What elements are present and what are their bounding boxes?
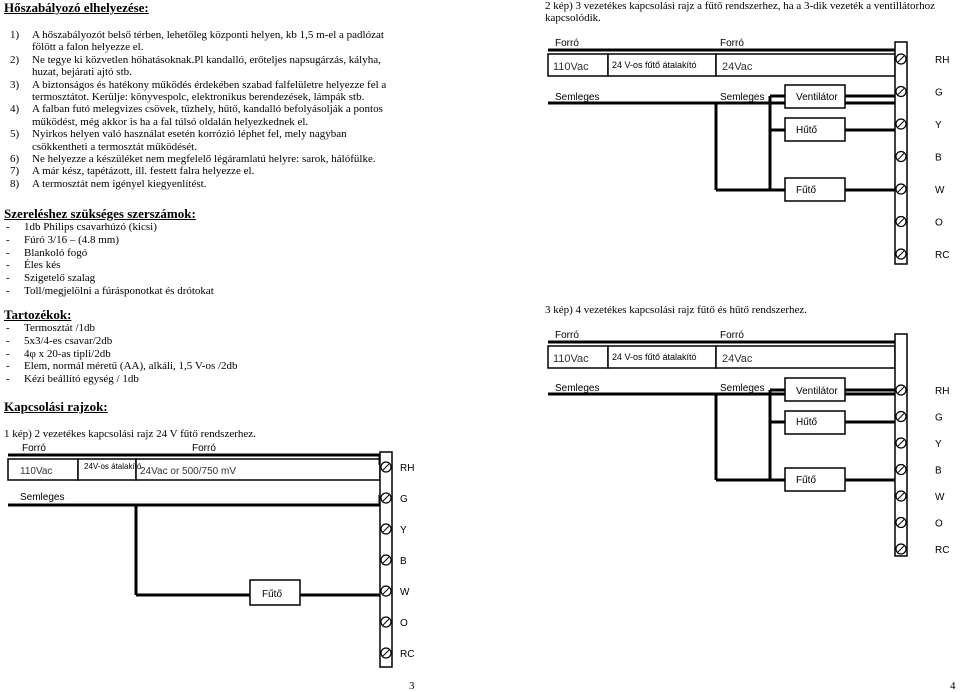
label-semleges-3: Semleges xyxy=(555,383,600,394)
label-futo-1: Fűtő xyxy=(262,589,283,600)
label-forro-2b: Forró xyxy=(720,38,744,49)
list-item: - Szigetelő szalag xyxy=(6,272,96,285)
item-text: A már kész, tapétázott, ill. festett falra helyezze el. xyxy=(32,165,255,178)
label-huto-3: Hűtő xyxy=(796,417,818,428)
caption-figure-3: 3 kép) 4 vezetékes kapcsolási rajz fűtő és hűtő rendszerhez. xyxy=(545,304,808,316)
item-number: 6) xyxy=(10,153,20,166)
label-110vac-2: 110Vac xyxy=(553,61,589,73)
terminal-label-w: W xyxy=(400,587,410,598)
item-text: Termosztát /1db xyxy=(24,322,96,334)
label-ventilator-3: Ventilátor xyxy=(796,386,838,397)
terminal-label-w: W xyxy=(935,185,945,196)
heading-tools: Szereléshez szükséges szerszámok: xyxy=(4,206,196,221)
label-forro-3b: Forró xyxy=(720,330,744,341)
label-24vac-3: 24Vac xyxy=(722,353,753,365)
item-text: A termosztát nem igényel kiegyenlítést. xyxy=(32,177,207,190)
label-huto-2: Hűtő xyxy=(796,125,818,136)
item-number: 1) xyxy=(10,29,20,41)
label-semleges-1: Semleges xyxy=(20,492,65,503)
label-trafo-2: 24 V-os fűtő átalakító xyxy=(612,60,697,70)
label-ventilator-2: Ventilátor xyxy=(796,92,838,103)
list-item: - Fúró 3/16 – (4.8 mm) xyxy=(6,233,120,246)
item-text: Ne helyezze a készüléket nem megfelelő légáramlatú helyre: sarok, hálófülke. xyxy=(32,153,376,166)
item-text: 4φ x 20-as tipli/2db xyxy=(24,347,111,360)
label-semleges-2: Semleges xyxy=(555,92,600,103)
item-number: 5) xyxy=(10,128,20,141)
list-item: - Elem, normál méretű (AA), alkáli, 1,5 V-os /2db xyxy=(6,360,238,373)
item-text: Kézi beállító egység / 1db xyxy=(24,373,139,386)
label-110vac-1: 110Vac xyxy=(20,466,53,477)
item-text: Nyirkos helyen való használat esetén korrózió léphet fel, mely nagyban csökkentheti a termosztát működését. xyxy=(32,128,347,153)
terminal-label-rh: RH xyxy=(400,463,415,474)
list-item: - Éles kés xyxy=(6,259,61,272)
label-trafo-3: 24 V-os fűtő átalakító xyxy=(612,352,697,362)
terminal-label-b: B xyxy=(935,152,942,164)
terminal-label-g: G xyxy=(400,494,408,505)
item-number: 3) xyxy=(10,78,20,91)
list-item: - Termosztát /1db xyxy=(6,322,96,334)
label-110vac-3: 110Vac xyxy=(553,353,589,365)
label-trafo-1: 24V-os átalakító xyxy=(84,462,142,471)
item-text: Blankoló fogó xyxy=(24,246,88,259)
item-text: 5x3/4-es csavar/2db xyxy=(24,334,113,347)
item-number: 2) xyxy=(10,53,20,66)
item-text: Szigetelő szalag xyxy=(24,272,96,285)
caption-figure-1: 1 kép) 2 vezetékes kapcsolási rajz 24 V fűtő rendszerhez. xyxy=(4,428,256,440)
terminal-label-rc: RC xyxy=(935,250,950,261)
list-item: - Blankoló fogó xyxy=(6,246,88,259)
terminal-label-b: B xyxy=(935,465,942,477)
list-item: - 1db Philips csavarhúzó (kicsi) xyxy=(6,221,157,233)
list-item: - 5x3/4-es csavar/2db xyxy=(6,334,113,347)
terminal-label-y: Y xyxy=(400,525,407,536)
item-number: 4) xyxy=(10,103,20,116)
item-text: Toll/megjelölni a fúrásponotkat és drótokat xyxy=(24,284,214,297)
label-forro-3: Forró xyxy=(555,330,579,341)
heading-wiring: Kapcsolási rajzok: xyxy=(4,399,108,414)
terminal-label-o: O xyxy=(400,618,408,629)
terminal-label-w: W xyxy=(935,492,945,503)
terminal-label-rc: RC xyxy=(935,545,950,556)
item-text: Éles kés xyxy=(24,259,61,272)
terminal-label-o: O xyxy=(935,217,943,229)
terminal-label-y: Y xyxy=(935,439,942,450)
item-text: A falban futó melegvizes csövek, tűzhely, hűtő, kandalló befolyásolják a pontos működést, még akkor is ha a fal túlsó oldalán helyezkednek el. xyxy=(32,103,383,128)
terminal-label-rc: RC xyxy=(400,649,415,660)
item-text: Fúró 3/16 – (4.8 mm) xyxy=(24,233,120,246)
terminal-label-rh: RH xyxy=(935,55,950,66)
label-semleges-2b: Semleges xyxy=(720,92,765,103)
item-number: 7) xyxy=(10,165,20,178)
list-item: - 4φ x 20-as tipli/2db xyxy=(6,347,111,360)
label-futo-2: Fűtő xyxy=(796,185,817,196)
terminal-label-g: G xyxy=(935,87,943,99)
heading-accessories: Tartozékok: xyxy=(4,307,72,322)
terminal-label-y: Y xyxy=(935,120,942,131)
label-forro-1: Forró xyxy=(22,443,46,454)
page-number-left: 3 xyxy=(409,680,415,692)
caption-figure-2: 2 kép) 3 vezetékes kapcsolási rajz a fűtő rendszerhez, ha a 3-dik vezeték a ventillátorhoz kapcsolódik. xyxy=(545,0,936,24)
label-futo-3: Fűtő xyxy=(796,475,817,486)
label-24vac-2: 24Vac xyxy=(722,61,753,73)
terminal-label-b: B xyxy=(400,556,407,567)
page-number-right: 4 xyxy=(950,680,956,692)
label-24vac-1: 24Vac or 500/750 mV xyxy=(140,466,236,477)
label-forro-1b: Forró xyxy=(192,443,216,454)
item-text: Ne tegye ki közvetlen hőhatásoknak.Pl kandalló, erőteljes napsugárzás, kályha, huzat, bejárati ajtó stb. xyxy=(32,53,381,79)
item-number: 8) xyxy=(10,177,20,190)
list-item: - Toll/megjelölni a fúrásponotkat és drótokat xyxy=(6,284,214,297)
label-forro-2: Forró xyxy=(555,38,579,49)
terminal-label-g: G xyxy=(935,412,943,424)
label-semleges-3b: Semleges xyxy=(720,383,765,394)
list-item: - Kézi beállító egység / 1db xyxy=(6,373,139,386)
item-text: A hőszabályozót belső térben, lehetőleg központi helyen, kb 1,5 m-el a padlózat fölött a falon helyezze el. xyxy=(32,29,384,54)
heading-placement: Hőszabályozó elhelyezése: xyxy=(4,0,149,15)
item-text: 1db Philips csavarhúzó (kicsi) xyxy=(24,221,157,233)
item-text: Elem, normál méretű (AA), alkáli, 1,5 V-os /2db xyxy=(24,360,238,373)
item-text: A biztonságos és hatékony működés érdekében szabad falfelületre helyezze fel a termosztátot. Kerülje: könyvespolc, elektronikus berendezések, lámpák stb. xyxy=(32,78,387,104)
terminal-label-o: O xyxy=(935,518,943,530)
terminal-label-rh: RH xyxy=(935,386,950,397)
